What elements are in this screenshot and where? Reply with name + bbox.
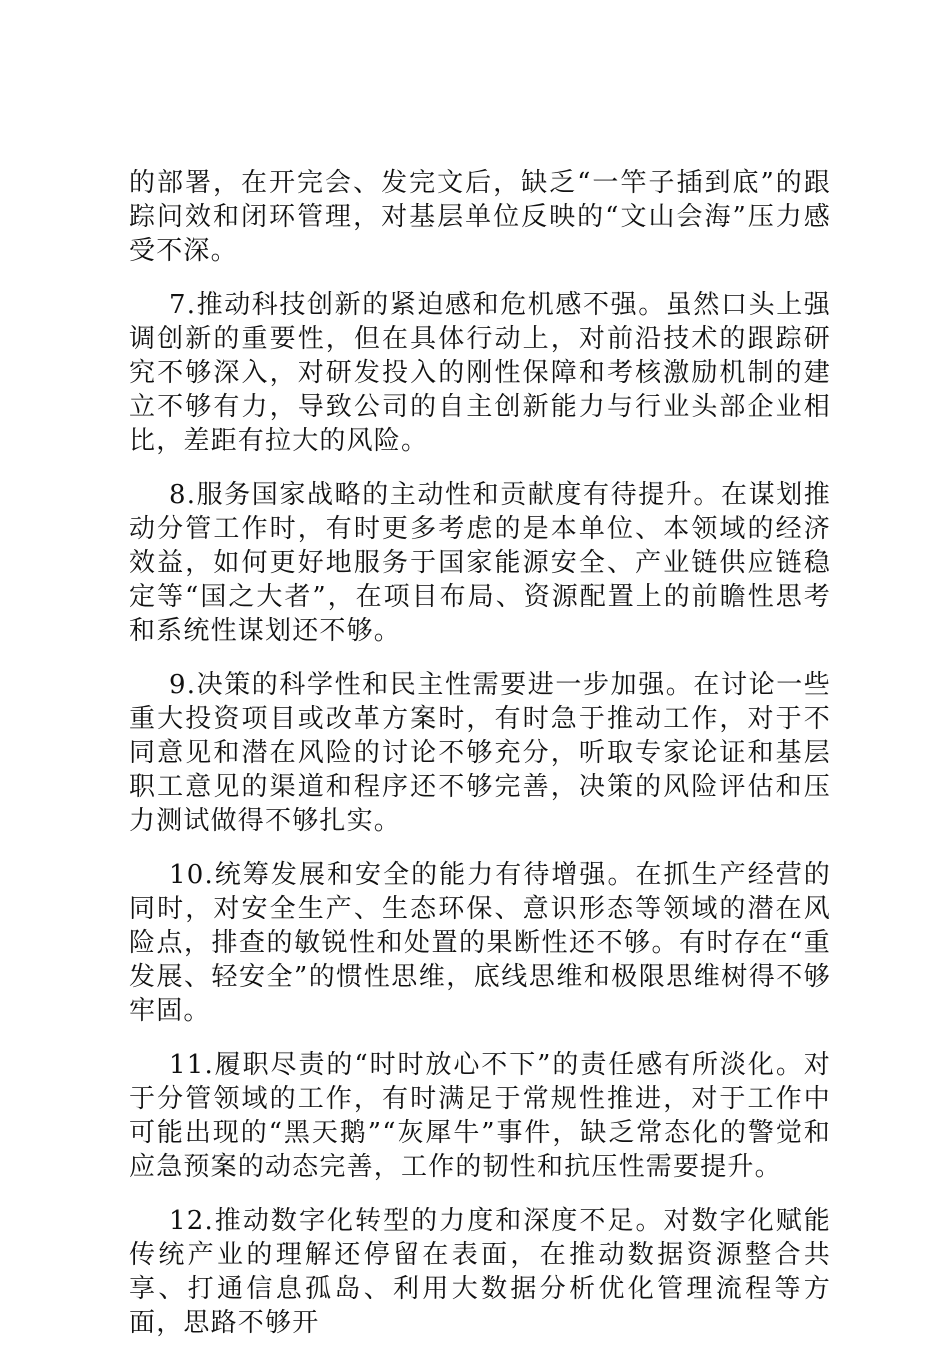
paragraph-item-10: 10.统筹发展和安全的能力有待增强。在抓生产经营的同时，对安全生产、生态环保、意识形态等领域的潜在风险点，排查的敏锐性和处置的果断性还不够。有时存在“重发展、轻安全”的惯性思维，底线思维和极限思维树得不够牢固。: [129, 860, 831, 1026]
paragraph-item-11: 11.履职尽责的“时时放心不下”的责任感有所淡化。对于分管领域的工作，有时满足于常规性推进，对于工作中可能出现的“黑天鹅”“灰犀牛”事件，缺乏常态化的警觉和应急预案的动态完善，工作的韧性和抗压性需要提升。: [129, 1050, 831, 1182]
paragraph-item-9: 9.决策的科学性和民主性需要进一步加强。在讨论一些重大投资项目或改革方案时，有时急于推动工作，对于不同意见和潜在风险的讨论不够充分，听取专家论证和基层职工意见的渠道和程序还不够完善，决策的风险评估和压力测试做得不够扎实。: [129, 670, 831, 836]
document-body: [129, 166, 831, 1360]
paragraph-item-8: 8.服务国家战略的主动性和贡献度有待提升。在谋划推动分管工作时，有时更多考虑的是本单位、本领域的经济效益，如何更好地服务于国家能源安全、产业链供应链稳定等“国之大者”，在项目布局、资源配置上的前瞻性思考和系统性谋划还不够。: [129, 480, 831, 646]
paragraph-item-12: 12.推动数字化转型的力度和深度不足。对数字化赋能传统产业的理解还停留在表面，在推动数据资源整合共享、打通信息孤岛、利用大数据分析优化管理流程等方面，思路不够开: [129, 1206, 831, 1338]
paragraph-continuation: 的部署，在开完会、发完文后，缺乏“一竿子插到底”的跟踪问效和闭环管理，对基层单位反映的“文山会海”压力感受不深。: [129, 168, 831, 266]
paragraph-item-7: 7.推动科技创新的紧迫感和危机感不强。虽然口头上强调创新的重要性，但在具体行动上，对前沿技术的跟踪研究不够深入，对研发投入的刚性保障和考核激励机制的建立不够有力，导致公司的自主创新能力与行业头部企业相比，差距有拉大的风险。: [129, 290, 831, 456]
